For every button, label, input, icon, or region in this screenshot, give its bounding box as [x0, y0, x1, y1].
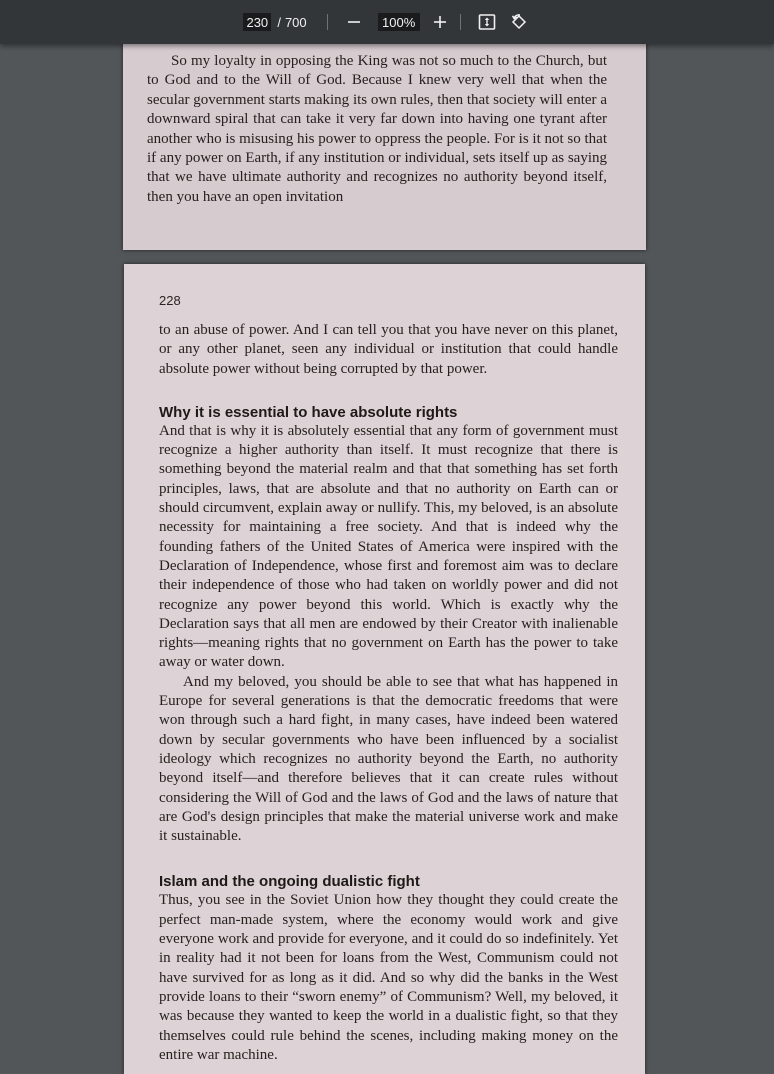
paragraph: And that is why it is absolutely essential that any form of government must recognize a higher authority than itself. It must recognize that there is something beyond the material realm and that that something has set forth principles, laws, that are absolute and that no authority on Earth can or should circumvent, explain away or nullify. This, my beloved, is an absolute necessity for maintaining a free society. And that is indeed why the founding fathers of the United States of America were inspired with the Declaration of Independence, whose first and foremost aim was to declare their independence of those who had taken on worldly power and did not recognize any power beyond this world. Which is exactly why the Declaration says that all men are endowed by their Creator with inalienable rights—meaning rights that no government on Earth has the power to take away or water down.: [159, 422, 618, 671]
page-separator: /: [277, 14, 281, 30]
section-heading: Why it is essential to have absolute rights: [159, 403, 458, 421]
page-text: [147, 52, 607, 207]
page-text: [159, 321, 618, 1065]
paragraph: And my beloved, you should be able to see that what has happened in Europe for several generations is that the democratic freedoms that were won through such a hard fight, in many cases, have indeed been watered down by secular governments who have been influenced by a socialist ideology which recognizes no authority beyond the Earth, no authority beyond itself—and therefore believes that it can create rules without considering the Will of God and the laws of God and the laws of nature that are God's design principles that make the material universe work and make it sustainable.: [159, 673, 618, 845]
section-heading: Islam and the ongoing dualistic fight: [159, 873, 420, 891]
plus-icon: [433, 15, 447, 29]
page-navigation: [243, 13, 306, 31]
page-number-input[interactable]: [243, 13, 271, 31]
fit-page-icon: [478, 13, 496, 31]
paragraph: So my loyalty in opposing the King was not so much to the Church, but to God and to the Will of God. Because I knew very well that when the secular government starts making its own rules, then that society will enter a downward spiral that can take it very far down into having one tyrant after another who is misusing his power to oppress the people. For is it not so that if any power on Earth, if any institution or individual, sets itself up as saying that we have ultimate authority and recognizes no authority beyond itself, then you have an open invitation: [147, 53, 607, 205]
zoom-level-input[interactable]: [378, 13, 420, 31]
total-pages: 700: [284, 14, 307, 30]
toolbar-divider: [460, 14, 461, 30]
zoom-out-button[interactable]: [342, 10, 366, 34]
toolbar-divider: [327, 14, 328, 30]
paragraph: Thus, you see in the Soviet Union how they thought they could create the perfect man-made system, where the economy would work and give everyone work and provide for everyone, and it could do so indefinitely. Yet in reality had it not been for loans from the West, Communism could not have survived for as long as it did. And so why did the banks in the West provide loans to their “sworn enemy” of Communism? Well, my beloved, it was because they wanted to keep the world in a dualistic fight, so that they themselves could rule behind the scenes, including making money on the entire war machine.: [159, 892, 618, 1063]
minus-icon: [347, 15, 361, 29]
zoom-in-button[interactable]: [428, 10, 452, 34]
pdf-page-current: [124, 264, 645, 1074]
rotate-button[interactable]: [507, 10, 531, 34]
rotate-icon: [510, 13, 528, 31]
pdf-toolbar: [0, 0, 774, 44]
zoom-controls: [342, 10, 452, 34]
printed-page-number: 228: [159, 293, 181, 308]
paragraph: to an abuse of power. And I can tell you that you have never on this planet, or any other planet, seen any individual or institution that could handle absolute power without being corrupted by that power.: [159, 322, 618, 377]
fit-page-button[interactable]: [475, 10, 499, 34]
view-controls: [475, 10, 531, 34]
